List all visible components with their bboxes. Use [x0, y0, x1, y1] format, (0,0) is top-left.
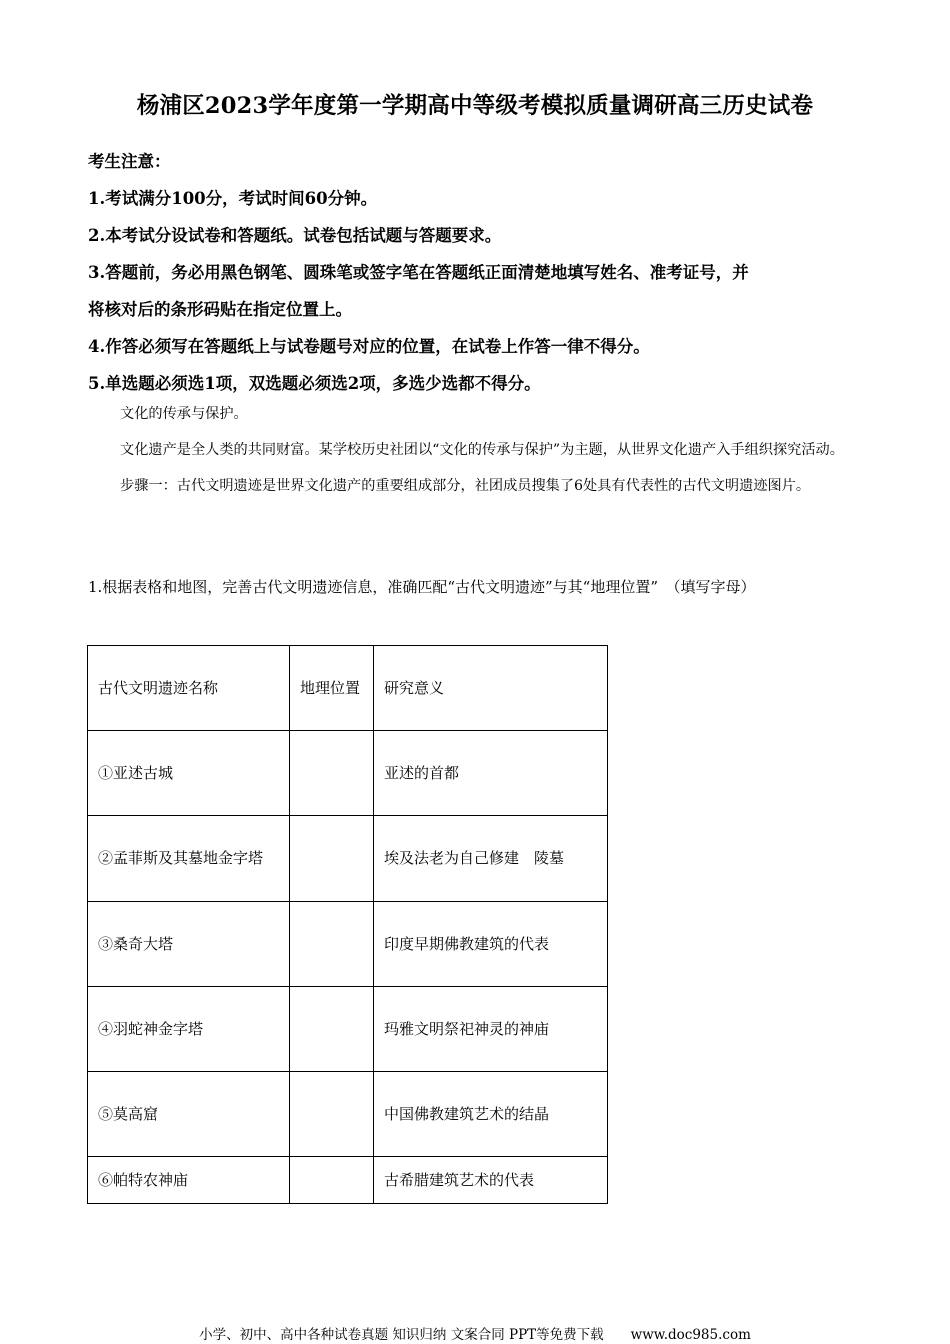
significance-cell: 玛雅文明祭祀神灵的神庙 [374, 987, 608, 1072]
site-name-cell: ②孟菲斯及其墓地金字塔 [88, 816, 290, 902]
header-site-name: 古代文明遗迹名称 [88, 646, 290, 731]
table-row [88, 902, 608, 987]
site-name-cell: ⑥帕特农神庙 [88, 1157, 290, 1204]
table-row [88, 987, 608, 1072]
intro-section [88, 396, 863, 504]
step-one-paragraph: 步骤一：古代文明遗迹是世界文化遗产的重要组成部分，社团成员搜集了6处具有代表性的古代文明遗迹图片。 [120, 478, 811, 494]
site-name-cell: ①亚述古城 [88, 731, 290, 816]
table-row [88, 816, 608, 902]
page-title: 杨浦区2023学年度第一学期高中等级考模拟质量调研高三历史试卷 [136, 93, 814, 119]
notice-item: 3.答题前，务必用黑色钢笔、圆珠笔或签字笔在答题纸正面清楚地填写姓名、准考证号，并 [88, 263, 749, 282]
table-row [88, 731, 608, 816]
notice-item: 将核对后的条形码贴在指定位置上。 [88, 300, 352, 319]
table-row [88, 1072, 608, 1157]
question-1-text: 1.根据表格和地图，完善古代文明遗迹信息，准确匹配“古代文明遗迹”与其“地理位置” （填写字母） [88, 578, 756, 596]
notice-item: 4.作答必须写在答题纸上与试卷题号对应的位置，在试卷上作答一律不得分。 [88, 337, 650, 356]
header-significance: 研究意义 [374, 646, 608, 731]
site-name-cell: ④羽蛇神金字塔 [88, 987, 290, 1072]
location-cell [290, 902, 374, 987]
location-cell [290, 1157, 374, 1204]
section-theme: 文化的传承与保护。 [120, 406, 248, 422]
site-name-cell: ③桑奇大塔 [88, 902, 290, 987]
location-cell [290, 816, 374, 902]
notice-item: 1.考试满分100分，考试时间60分钟。 [88, 189, 378, 208]
significance-cell: 中国佛教建筑艺术的结晶 [374, 1072, 608, 1157]
question-1 [88, 569, 863, 606]
notice-item: 2.本考试分设试卷和答题纸。试卷包括试题与答题要求。 [88, 226, 502, 245]
notice-item: 5.单选题必须选1项，双选题必须选2项，多选少选都不得分。 [88, 374, 541, 393]
notice-heading: 考生注意： [88, 152, 171, 171]
candidate-notice [88, 143, 868, 402]
page-footer: 小学、初中、高中各种试卷真题 知识归纳 文案合同 PPT等免费下载 www.doc985.com [199, 1327, 751, 1343]
significance-cell: 古希腊建筑艺术的代表 [374, 1157, 608, 1204]
intro-paragraph: 文化遗产是全人类的共同财富。某学校历史社团以“文化的传承与保护”为主题，从世界文化遗产入手组织探究活动。 [120, 442, 844, 458]
location-cell [290, 987, 374, 1072]
table-row [88, 1157, 608, 1204]
location-cell [290, 1072, 374, 1157]
header-location: 地理位置 [290, 646, 374, 731]
site-name-cell: ⑤莫高窟 [88, 1072, 290, 1157]
significance-cell: 埃及法老为自己修建 陵墓 [374, 816, 608, 902]
significance-cell: 亚述的首都 [374, 731, 608, 816]
table-header-row [88, 646, 608, 731]
significance-cell: 印度早期佛教建筑的代表 [374, 902, 608, 987]
location-cell [290, 731, 374, 816]
ancient-sites-table [87, 645, 608, 1204]
